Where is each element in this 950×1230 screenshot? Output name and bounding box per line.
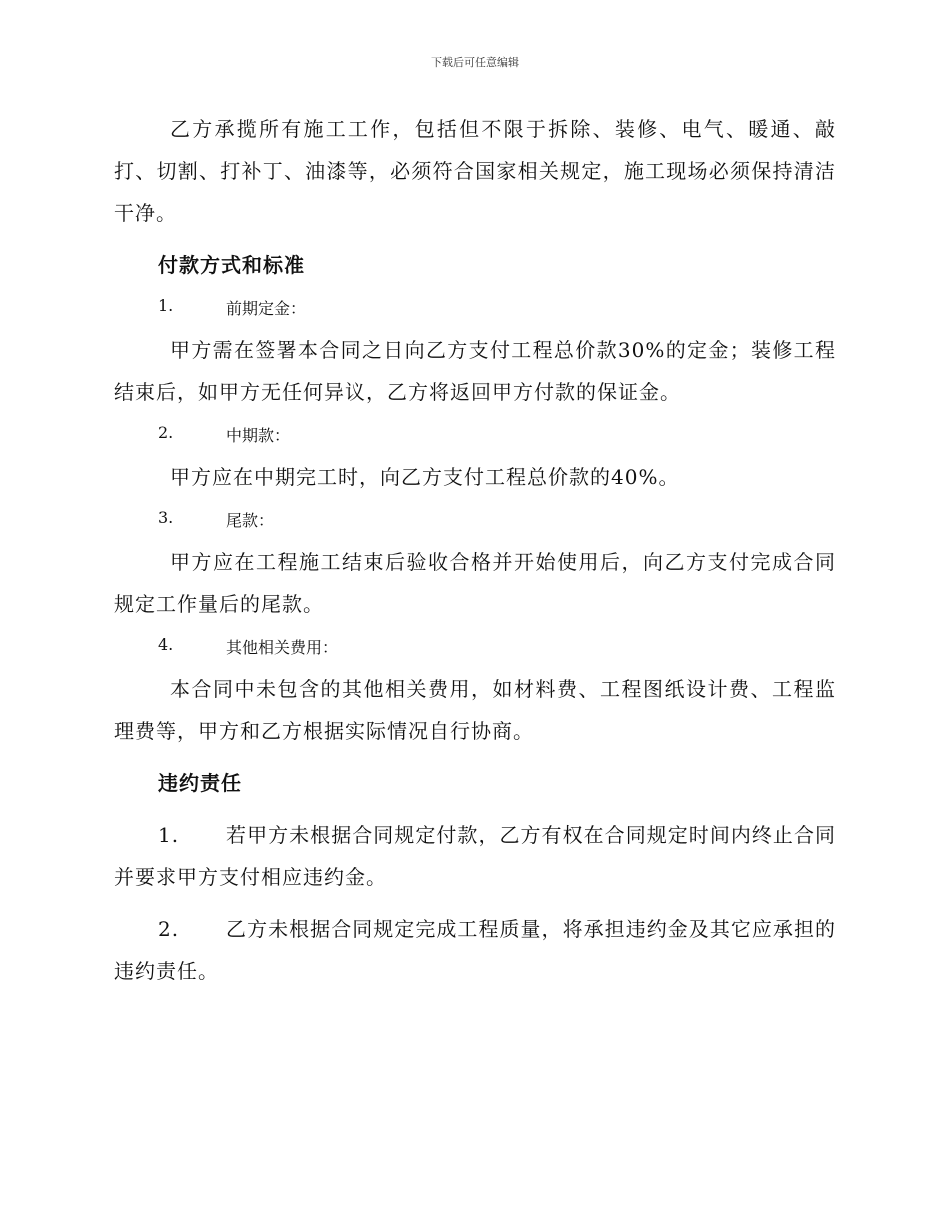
document-body (114, 108, 836, 992)
payment-item-2-body: 甲方应在中期完工时，向乙方支付工程总价款的40%。 (170, 465, 680, 489)
breach-item-1 (114, 814, 836, 898)
intro-paragraph: 乙方承揽所有施工工作，包括但不限于拆除、装修、电气、暖通、敲打、切割、打补丁、油漆等，必须符合国家相关规定，施工现场必须保持清洁干净。 (114, 117, 836, 225)
list-number: 2. (158, 917, 180, 941)
payment-item-title: 尾款： (226, 511, 275, 530)
payment-item-title: 前期定金： (226, 299, 307, 318)
payment-item-title: 其他相关费用： (226, 638, 339, 657)
breach-heading: 违约责任 (158, 771, 242, 795)
list-number: 1. (158, 296, 174, 315)
payment-item-2-title (158, 423, 836, 446)
page-header: 下载后可任意编辑 (431, 56, 519, 69)
list-number: 4. (158, 635, 174, 654)
list-number: 2. (158, 423, 174, 442)
payment-item-1-body: 甲方需在签署本合同之日向乙方支付工程总价款30%的定金；装修工程结束后，如甲方无任何异议，乙方将返回甲方付款的保证金。 (114, 338, 836, 404)
payment-item-1-title (158, 296, 836, 319)
list-number: 1. (158, 823, 180, 847)
payment-item-title: 中期款： (226, 426, 291, 445)
payment-item-4-body: 本合同中未包含的其他相关费用，如材料费、工程图纸设计费、工程监理费等，甲方和乙方根据实际情况自行协商。 (114, 677, 836, 743)
payment-item-4-title (158, 635, 836, 658)
breach-item-text: 乙方未根据合同规定完成工程质量，将承担违约金及其它应承担的违约责任。 (114, 917, 836, 983)
payment-item-3-body: 甲方应在工程施工结束后验收合格并开始使用后，向乙方支付完成合同规定工作量后的尾款。 (114, 550, 836, 616)
payment-heading: 付款方式和标准 (158, 253, 305, 277)
list-number: 3. (158, 508, 174, 527)
breach-item-text: 若甲方未根据合同规定付款，乙方有权在合同规定时间内终止合同并要求甲方支付相应违约金。 (114, 823, 836, 889)
breach-item-2 (114, 908, 836, 992)
payment-item-3-title (158, 508, 836, 531)
